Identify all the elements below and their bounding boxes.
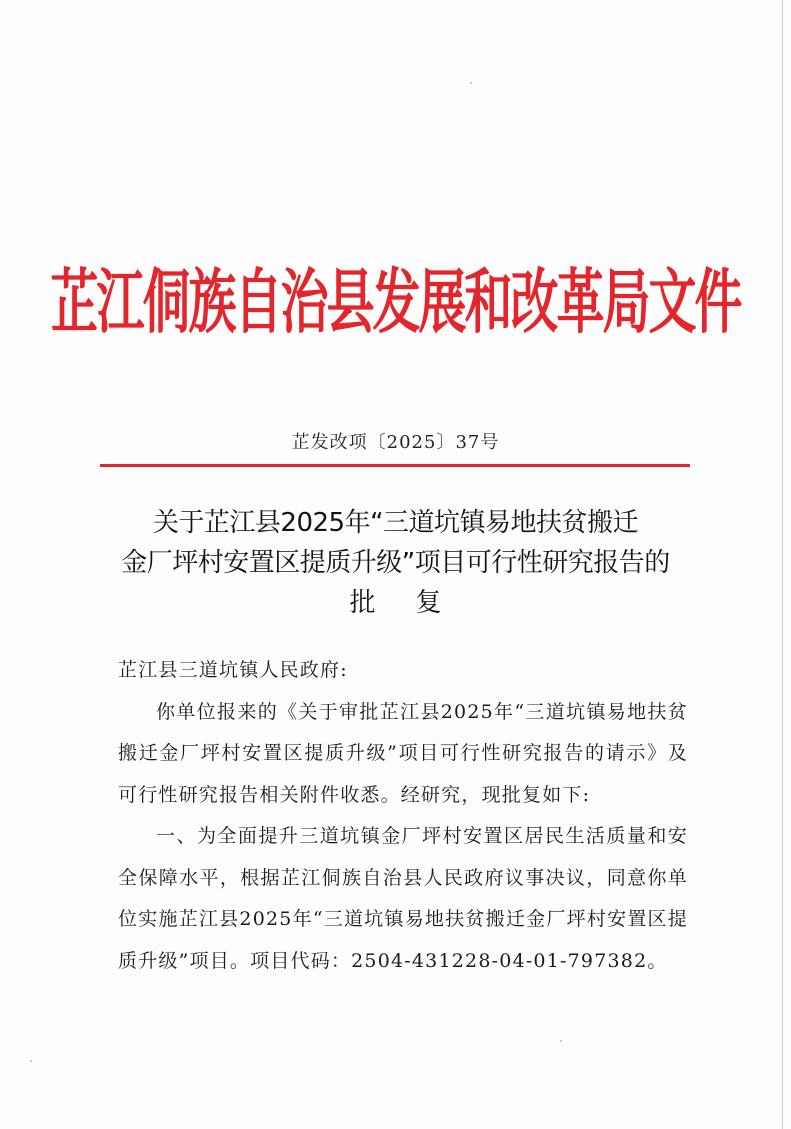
masthead-title: 芷江侗族自治县发展和改革局文件 xyxy=(50,262,741,344)
addressee: 芷江县三道坑镇人民政府: xyxy=(118,659,348,681)
body-paragraph-1: 你单位报来的《关于审批芷江县2025年“三道坑镇易地扶贫搬迁金厂坪村安置区提质升级”项目可行性研究报告的请示》及可行性研究报告相关附件收悉。经研究，现批复如下: xyxy=(118,700,688,806)
title-line-3: 批复 xyxy=(349,588,482,618)
title-line-1: 关于芷江县2025年“三道坑镇易地扶贫搬迁 xyxy=(152,508,639,538)
document-number: 芷发改项〔2025〕37号 xyxy=(291,432,500,453)
page-edge xyxy=(782,0,783,1129)
red-separator-line xyxy=(100,464,690,467)
scan-speck xyxy=(470,82,472,84)
document-body xyxy=(118,650,688,982)
scan-speck xyxy=(30,1060,32,1062)
document-title xyxy=(60,503,731,623)
body-paragraph-2: 一、为全面提升三道坑镇金厂坪村安置区居民生活质量和安全保障水平，根据芷江侗族自治县人民政府议事决议，同意你单位实施芷江县2025年“三道坑镇易地扶贫搬迁金厂坪村安置区提质升级”项目。项目代码：2504-431228-04-01-797382。 xyxy=(118,825,688,972)
title-line-2: 金厂坪村安置区提质升级”项目可行性研究报告的 xyxy=(121,548,670,578)
scan-speck xyxy=(560,1040,562,1042)
